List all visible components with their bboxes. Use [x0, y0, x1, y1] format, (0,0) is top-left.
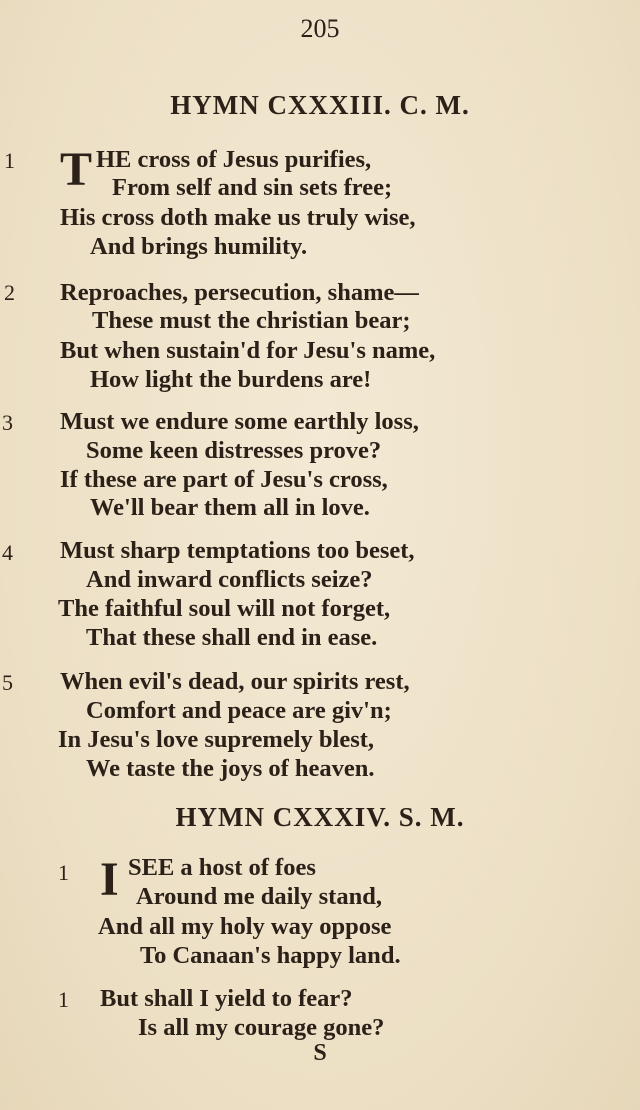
verse-line: Reproaches, persecution, shame— — [60, 279, 419, 306]
verse-line: From self and sin sets free; — [112, 174, 393, 201]
verse-line: We'll bear them all in love. — [90, 494, 370, 521]
verse-line: His cross doth make us truly wise, — [60, 204, 416, 231]
verse-line: If these are part of Jesu's cross, — [60, 466, 388, 493]
verse-line: And all my holy way oppose — [98, 913, 392, 940]
verse-number: 3 — [2, 410, 13, 435]
verse-line: Must we endure some earthly loss, — [60, 408, 419, 435]
verse-number: 1 — [4, 148, 15, 173]
verse-number: 2 — [4, 280, 15, 305]
verse-line: That these shall end in ease. — [86, 624, 378, 651]
verse-line: Must sharp temptations too beset, — [60, 537, 415, 564]
page-number: 205 — [300, 14, 340, 43]
verse-number: 1 — [58, 860, 69, 885]
drop-cap: I — [100, 853, 119, 906]
verse-line: But when sustain'd for Jesu's name, — [60, 337, 436, 364]
verse-number: 5 — [2, 670, 13, 695]
verse-line: To Canaan's happy land. — [140, 942, 401, 969]
verse-line: SEE a host of foes — [128, 854, 316, 881]
verse-line: Comfort and peace are giv'n; — [86, 697, 392, 724]
verse-line: When evil's dead, our spirits rest, — [60, 668, 410, 695]
verse-line: In Jesu's love supremely blest, — [58, 726, 375, 753]
verse-line: And brings humility. — [90, 233, 308, 260]
verse-line: How light the burdens are! — [90, 366, 372, 393]
verse-line: But shall I yield to fear? — [100, 985, 353, 1012]
verse-line: Around me daily stand, — [136, 883, 382, 910]
verse-line: The faithful soul will not forget, — [58, 595, 391, 622]
verse-line: HE cross of Jesus purifies, — [96, 146, 372, 173]
verse-line: Some keen distresses prove? — [86, 437, 382, 464]
verse-line: These must the christian bear; — [92, 307, 411, 334]
verse-line: We taste the joys of heaven. — [86, 755, 375, 782]
verse-line: And inward conflicts seize? — [86, 566, 373, 593]
hymn-title: HYMN CXXXIV. S. M. — [175, 802, 465, 832]
verse-line: Is all my courage gone? — [138, 1014, 385, 1041]
verse-number: 4 — [2, 540, 13, 565]
signature-mark: S — [313, 1040, 327, 1066]
drop-cap: T — [60, 143, 93, 196]
verse-number: 1 — [58, 987, 69, 1012]
hymn-title: HYMN CXXXIII. C. M. — [170, 90, 470, 120]
